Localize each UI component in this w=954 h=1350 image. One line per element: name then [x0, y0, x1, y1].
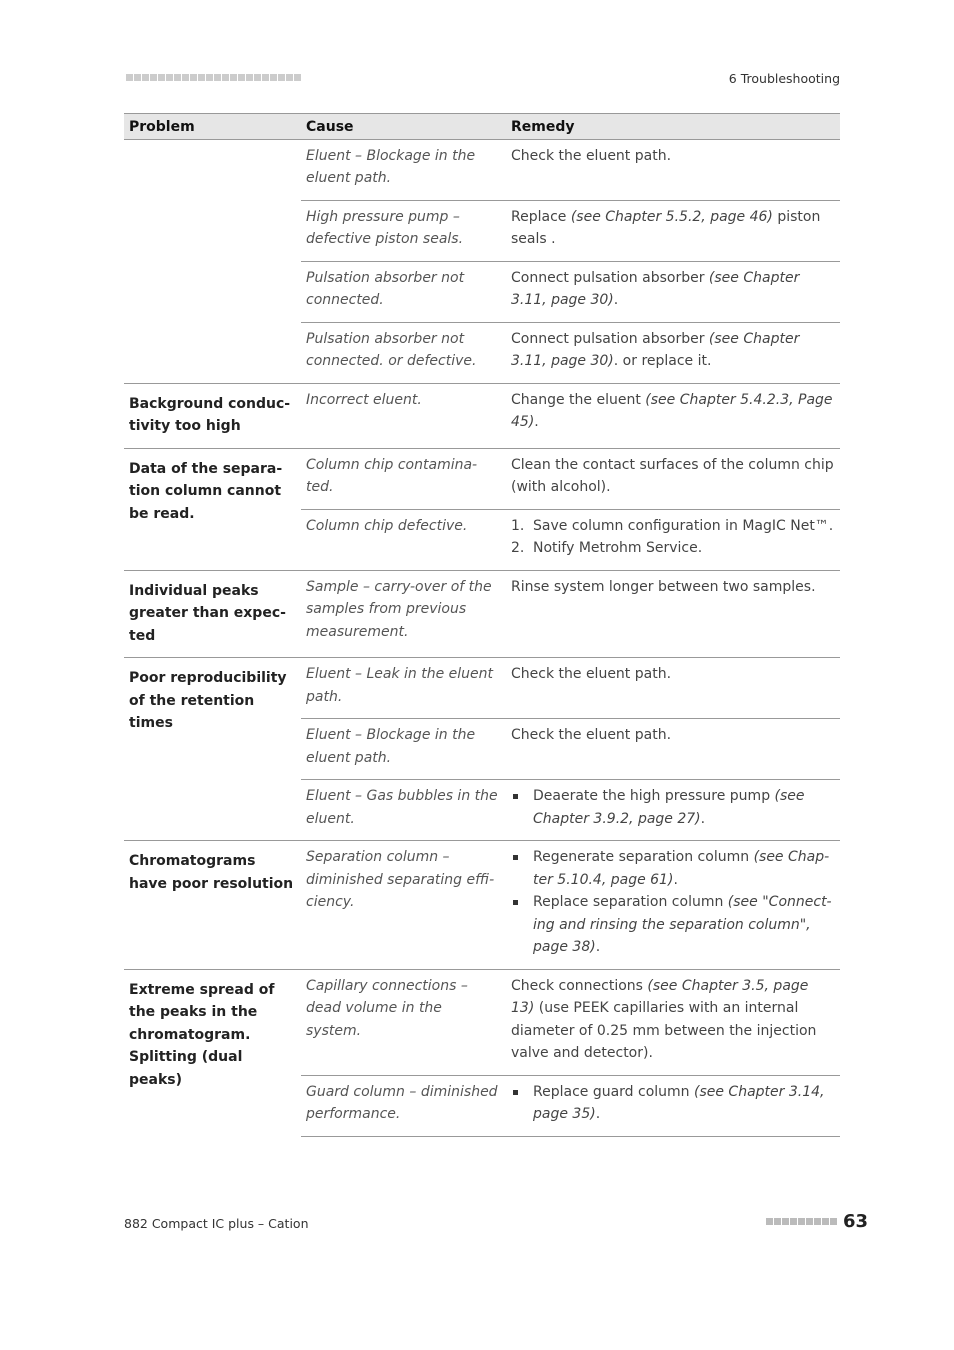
problem-cell: Data of the separa- tion column cannot be read.: [124, 448, 301, 570]
cause-cell: Incorrect eluent.: [301, 383, 506, 448]
list-item: Regenerate separation column (see Chap- ter 5.10.4, page 61).: [511, 846, 835, 891]
remedy-cell: [506, 841, 840, 970]
chapter-reference: (see Chapter 3.14, page 35): [533, 1083, 825, 1122]
chapter-reference: (see Chapter 3.9.2, page 27): [533, 788, 805, 827]
remedy-cell: [506, 780, 840, 841]
table-row: [124, 383, 840, 448]
cause-cell: Pulsation absorber not connected.: [301, 261, 506, 322]
cause-cell: Sample – carry-over of the samples from previous measurement.: [301, 570, 506, 658]
cause-cell: Guard column – diminished performance.: [301, 1075, 506, 1136]
footer-document-title: 882 Compact IC plus – Cation: [124, 1216, 309, 1231]
cause-cell: Pulsation absorber not connected. or defective.: [301, 322, 506, 383]
list-item: Replace separation column (see "Connect- ing and rinsing the separation column", page 38).: [511, 891, 835, 959]
chapter-reference: (see Chapter 3.11, page 30): [511, 330, 800, 369]
header-problem: Problem: [124, 114, 301, 140]
header-remedy: Remedy: [506, 114, 840, 140]
cause-cell: Column chip contamina- ted.: [301, 448, 506, 509]
remedy-cell: Replace (see Chapter 5.5.2, page 46) piston seals .: [506, 200, 840, 261]
chapter-reference: (see Chapter 5.5.2, page 46): [570, 208, 773, 225]
problem-cell: Extreme spread of the peaks in the chromatogram. Splitting (dual peaks): [124, 969, 301, 1136]
remedy-cell: Check connections (see Chapter 3.5, page 13) (use PEEK capillaries with an internal diameter of 0.25 mm between the injection valve and detector).: [506, 969, 840, 1075]
cause-cell: Column chip defective.: [301, 509, 506, 570]
header-decoration: [126, 74, 301, 81]
troubleshooting-table: [124, 113, 840, 1137]
remedy-cell: Rinse system longer between two samples.: [506, 570, 840, 658]
problem-cell: Chromatograms have poor resolution: [124, 841, 301, 970]
problem-cell: [124, 139, 301, 383]
table-row: [124, 969, 840, 1075]
header-cause: Cause: [301, 114, 506, 140]
table-row: [124, 658, 840, 719]
list-item: 1. Save column configuration in MagIC Net™.: [511, 517, 834, 534]
table-header-row: [124, 114, 840, 140]
table-row: [124, 448, 840, 509]
cause-cell: Eluent – Gas bubbles in the eluent.: [301, 780, 506, 841]
problem-cell: Poor reproducibility of the retention times: [124, 658, 301, 841]
footer-page-indicator: [766, 1211, 868, 1232]
list-item: 2. Notify Metrohm Service.: [511, 540, 703, 556]
cause-cell: Capillary connections – dead volume in the system.: [301, 969, 506, 1075]
bullet-list: [511, 1081, 835, 1126]
remedy-cell: Check the eluent path.: [506, 719, 840, 780]
remedy-cell: [506, 509, 840, 570]
remedy-cell: Connect pulsation absorber (see Chapter 3.11, page 30).: [506, 261, 840, 322]
chapter-reference: (see "Connect- ing and rinsing the separation column", page 38): [533, 894, 832, 955]
table-row: [124, 139, 840, 200]
cause-cell: High pressure pump – defective piston seals.: [301, 200, 506, 261]
remedy-cell: Check the eluent path.: [506, 658, 840, 719]
chapter-reference: (see Chapter 3.11, page 30): [511, 269, 800, 308]
numbered-list: [511, 515, 835, 560]
cause-cell: Eluent – Blockage in the eluent path.: [306, 147, 476, 186]
header-chapter-title: 6 Troubleshooting: [728, 71, 840, 86]
remedy-cell: Change the eluent (see Chapter 5.4.2.3, Page 45).: [506, 383, 840, 448]
problem-cell: Individual peaks greater than expec- ted: [124, 570, 301, 658]
list-item: Deaerate the high pressure pump (see Chapter 3.9.2, page 27).: [511, 785, 835, 830]
remedy-cell: Clean the contact surfaces of the column chip (with alcohol).: [506, 448, 840, 509]
table-row: [124, 841, 840, 970]
list-item: Replace guard column (see Chapter 3.14, page 35).: [511, 1081, 835, 1126]
bullet-list: [511, 846, 835, 959]
chapter-reference: (see Chapter 5.4.2.3, Page 45): [511, 391, 833, 430]
cause-cell: Separation column – diminished separating effi- ciency.: [301, 841, 506, 970]
table-row: [124, 570, 840, 658]
chapter-reference: (see Chap- ter 5.10.4, page 61): [533, 849, 830, 888]
remedy-cell: Connect pulsation absorber (see Chapter 3.11, page 30). or replace it.: [506, 322, 840, 383]
footer-decoration: [766, 1218, 837, 1225]
remedy-cell: Check the eluent path.: [511, 147, 672, 164]
cause-cell: Eluent – Blockage in the eluent path.: [301, 719, 506, 780]
cause-cell: Eluent – Leak in the eluent path.: [301, 658, 506, 719]
problem-cell: Background conduc- tivity too high: [124, 383, 301, 448]
remedy-cell: [506, 1075, 840, 1136]
bullet-list: [511, 785, 835, 830]
chapter-reference: (see Chapter 3.5, page 13): [511, 977, 809, 1016]
page-number: 63: [842, 1211, 868, 1232]
